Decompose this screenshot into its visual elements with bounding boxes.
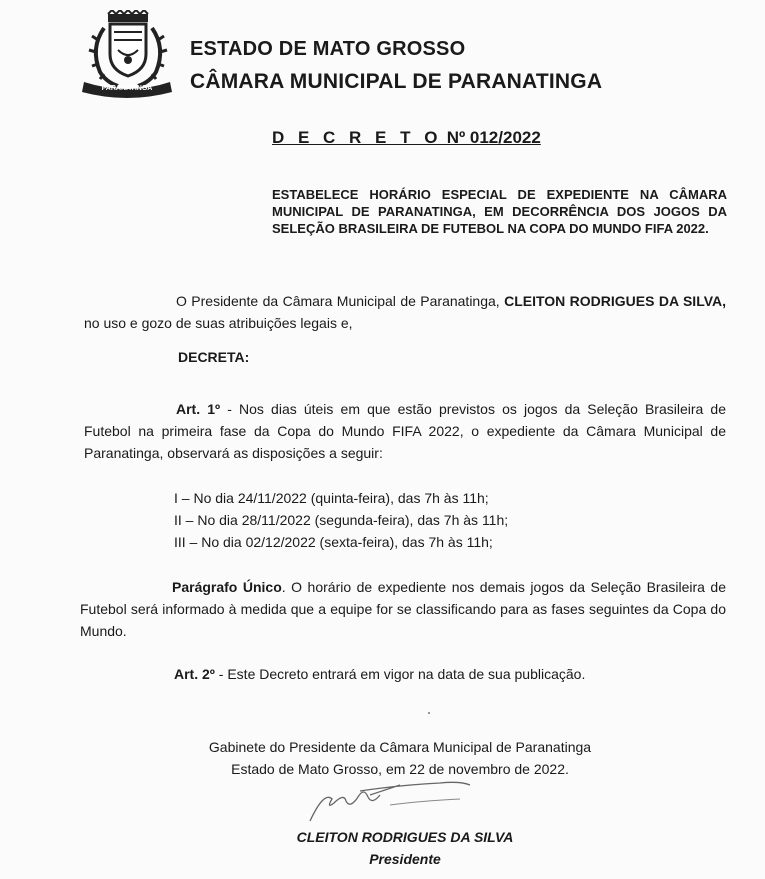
closing-line-1: Gabinete do Presidente da Câmara Municipal de Paranatinga (208, 739, 592, 755)
decree-title-number: Nº 012/2022 (441, 128, 541, 147)
article-2 (174, 666, 585, 682)
closing-line-2: Estado de Mato Grosso, em 22 de novembro de 2022. (231, 761, 569, 777)
article-2-label: Art. 2º (174, 666, 215, 682)
closing-block (150, 736, 650, 780)
article-1-items (174, 487, 508, 553)
coat-of-arms-icon (78, 10, 176, 98)
paragrafo-text: . O horário de expediente nos demais jogos da Seleção Brasileira de Futebol será informado à medida que a equipe for se classificando para as fases seguintes da Copa do Mundo. (80, 579, 727, 639)
signer-role: Presidente (369, 851, 441, 867)
decree-title (272, 128, 541, 148)
state-heading: ESTADO DE MATO GROSSO (190, 38, 466, 60)
preamble-text-1: O Presidente da Câmara Municipal de Paranatinga, (176, 293, 505, 309)
signer-name: CLEITON RODRIGUES DA SILVA (296, 829, 514, 845)
decree-ementa: ESTABELECE HORÁRIO ESPECIAL DE EXPEDIENTE NA CÂMARA MUNICIPAL DE PARANATINGA, EM DECORRÊNCIA DOS JOGOS DA SELEÇÃO BRASILEIRA DE FUTEBOL NA COPA DO MUNDO FIFA 2022. (272, 187, 727, 236)
president-name: CLEITON RODRIGUES DA SILVA, (504, 293, 727, 309)
crest-banner-text: PARANATINGA (101, 85, 153, 92)
chamber-heading: CÂMARA MUNICIPAL DE PARANATINGA (190, 70, 603, 93)
article-1-text: - Nos dias úteis em que estão previstos os jogos da Seleção Brasileira de Futebol na primeira fase da Copa do Mundo FIFA 2022, o expediente da Câmara Municipal de Paranatinga, observará as disposições a seguir: (84, 401, 727, 461)
preamble-paragraph (84, 290, 726, 334)
article-2-text: - Este Decreto entrará em vigor na data de sua publicação. (214, 666, 586, 682)
article-1-label: Art. 1º (176, 401, 221, 417)
paragrafo-label: Parágrafo Único (172, 579, 282, 595)
paragrafo-unico (80, 576, 726, 642)
handwritten-signature (300, 775, 490, 825)
list-item: II – No dia 28/11/2022 (segunda-feira), das 7h às 11h; (174, 512, 509, 528)
list-item: III – No dia 02/12/2022 (sexta-feira), das 7h às 11h; (174, 534, 493, 550)
signature-block (240, 826, 570, 870)
scan-speck (428, 712, 430, 714)
list-item: I – No dia 24/11/2022 (quinta-feira), das 7h às 11h; (174, 490, 489, 506)
decreta-heading: DECRETA: (178, 349, 250, 365)
article-1 (84, 398, 726, 464)
preamble-text-2: no uso e gozo de suas atribuições legais e, (84, 315, 353, 331)
decree-title-word: D E C R E T O (272, 128, 442, 147)
